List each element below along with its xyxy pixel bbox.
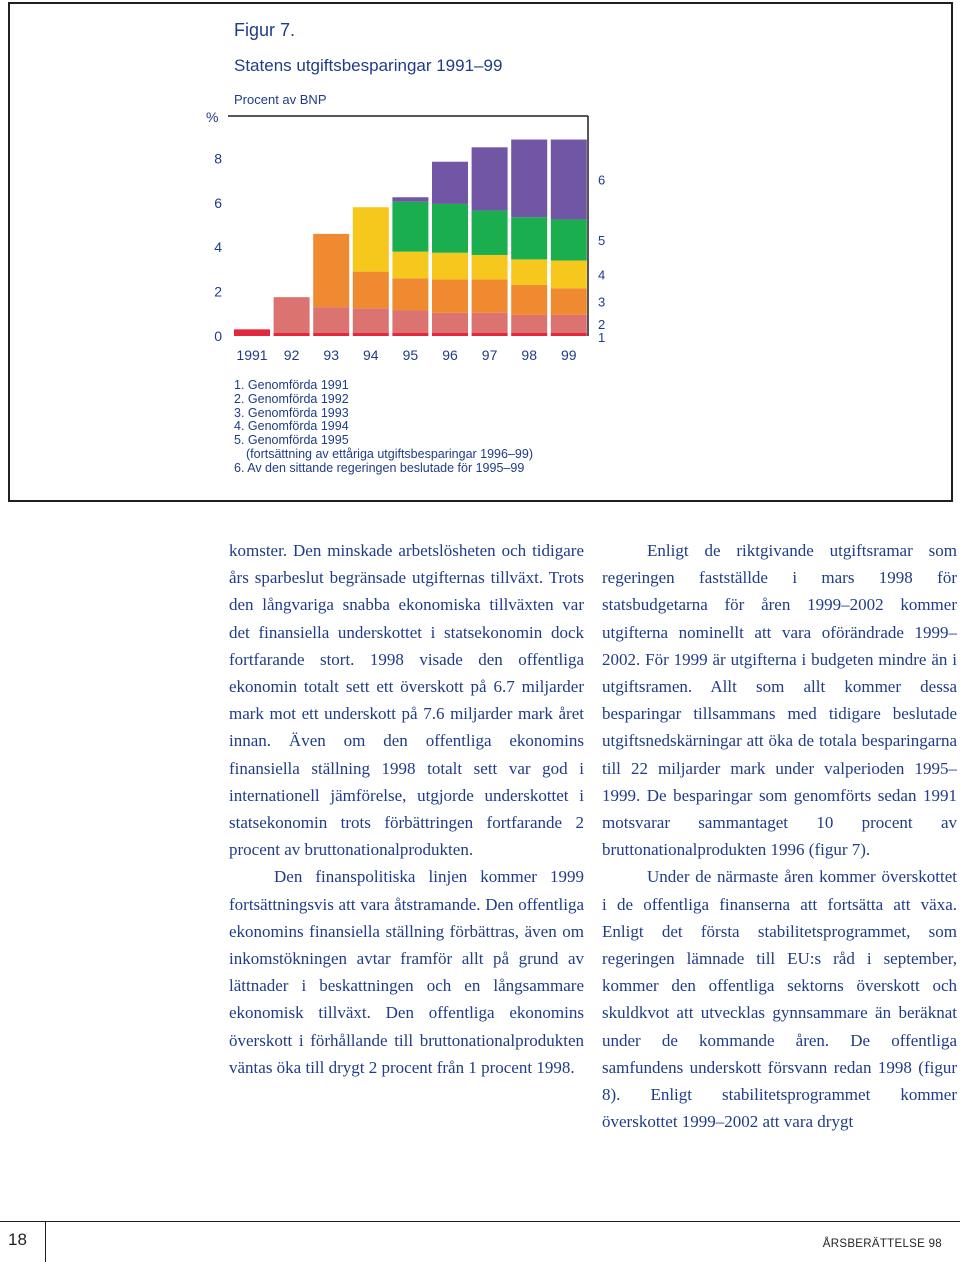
x-tick-label: 98 [521, 347, 537, 363]
figure-title: Statens utgiftsbesparingar 1991–99 [234, 56, 503, 75]
text-column-right [602, 537, 957, 1135]
bar-segment-2 [392, 310, 428, 332]
bar-segment-2 [551, 315, 587, 333]
y-axis-label: % [206, 109, 219, 125]
series-label: 1 [598, 329, 606, 345]
footer-divider [45, 1221, 46, 1262]
bar-segment-1 [511, 333, 547, 336]
paragraph: Under de närmaste åren kommer överskottet i de offentliga finanserna att fortsätta att växa. Enligt det första stabilitetsprogrammet, som regeringen lämnade till EU:s råd i september, kommer den offentliga sektorns överskott och skuldkvot att utvecklas gynnsammare än beräknat under de kommande åren. De offentliga samfundens underskott försvann redan 1998 (figur 8). Enligt stabilitetsprogrammet kommer överskottet 1999–2002 att vara drygt [602, 867, 957, 1132]
legend-item: 4. Genomförda 1994 [234, 419, 349, 434]
bar-segment-4 [511, 259, 547, 285]
y-ticks [214, 150, 222, 344]
paragraph: Enligt de riktgivande utgiftsramar som regeringen fastställde i mars 1998 för statsbudgetarna för åren 1999–2002 kommer utgifterna nominellt att vara oförändrade 1999–2002. För 1999 är utgifterna i budgeten mindre än i utgiftsramen. Allt som allt kommer dessa besparingar tillsammans med tidigare beslutade utgiftsnedskärningar att öka de totala besparingarna till 22 miljarder mark under valperioden 1995–1999. De besparingar som genomförts sedan 1991 motsvarar sammantaget 10 procent av bruttonationalprodukten 1996 (figur 7). [602, 541, 957, 860]
series-label: 5 [598, 232, 606, 248]
x-ticks [236, 347, 576, 363]
legend [234, 379, 533, 476]
legend-item: 6. Av den sittande regeringen beslutade för 1995–99 [234, 460, 525, 475]
legend-item: 5. Genomförda 1995 [234, 433, 349, 448]
x-tick-label: 96 [442, 347, 458, 363]
x-tick-label: 1991 [236, 347, 268, 363]
bar-segment-2 [353, 308, 389, 332]
bar-segment-5 [511, 217, 547, 259]
bar-segment-3 [511, 285, 547, 315]
bar-segment-3 [353, 272, 389, 309]
figure-label: Figur 7. [234, 20, 296, 40]
bar-segment-6 [432, 162, 468, 204]
bar-segment-4 [432, 253, 468, 280]
x-tick-label: 94 [363, 347, 379, 363]
x-tick-label: 99 [561, 347, 577, 363]
bar-segment-3 [432, 279, 468, 312]
paragraph: Den finanspolitiska linjen kommer 1999 fortsättningsvis att vara åtstramande. Den offentliga ekonomins finansiella ställning förbättras, även om inkomstökningen avtar framför allt på grund av lättnader i beskattningen och en långsammare ekonomisk tillväxt. Den offentliga ekonomins överskott i förhållande till bruttonationalprodukten väntas öka till drygt 2 procent från 1 procent 1998. [229, 867, 584, 1077]
series-label: 6 [598, 172, 606, 188]
figure-unit: Procent av BNP [234, 92, 327, 107]
series-labels [598, 172, 605, 344]
legend-item: 3. Genomförda 1993 [234, 405, 349, 420]
x-tick-label: 97 [481, 347, 498, 363]
bar-segment-3 [472, 279, 508, 312]
x-tick-label: 95 [402, 347, 419, 363]
y-tick-label: 0 [214, 328, 222, 344]
bar-segment-1 [234, 329, 270, 336]
bar-segment-4 [472, 255, 508, 279]
bar-segment-4 [392, 252, 428, 279]
bar-segment-2 [274, 297, 310, 333]
series-label: 3 [598, 294, 606, 310]
legend-item-note: (fortsättning av ettåriga utgiftsbesparingar 1996–99) [246, 446, 533, 461]
y-tick-label: 6 [214, 194, 222, 211]
bar-segment-6 [551, 140, 587, 220]
bar-segment-4 [353, 207, 389, 271]
page-number: 18 [8, 1230, 27, 1249]
bar-segment-2 [313, 307, 349, 333]
bar-segment-1 [313, 333, 349, 336]
bars [234, 140, 587, 336]
y-tick-label: 4 [214, 239, 222, 256]
bar-segment-3 [551, 288, 587, 315]
series-label: 2 [598, 316, 606, 332]
bar-segment-2 [472, 313, 508, 333]
bar-segment-2 [432, 313, 468, 333]
x-tick-label: 92 [283, 347, 300, 363]
y-tick-label: 8 [214, 150, 222, 167]
bar-segment-1 [353, 333, 389, 336]
legend-item: 2. Genomförda 1992 [234, 391, 349, 406]
bar-segment-1 [392, 333, 428, 336]
bar-segment-6 [472, 147, 508, 210]
bar-segment-5 [432, 204, 468, 253]
bar-segment-3 [392, 278, 428, 310]
paragraph: komster. Den minskade arbetslösheten och tidigare års sparbeslut begränsade utgifternas tillväxt. Trots den långvariga snabba ekonomiska tillväxten var det finansiella underskottet i statsekonomin dock fortfarande stort. 1998 visade den offentliga ekonomin totalt sett ett överskott på 6.7 miljarder mark mot ett underskott på 7.6 miljarder mark året innan. Även om den offentliga ekonomins finansiella ställning 1998 totalt sett var god i internationell jämförelse, utgjorde underskottet i statsekonomin trots förbättringen fortfarande 2 procent av bruttonationalprodukten. [229, 541, 584, 860]
series-label: 4 [598, 267, 606, 283]
bar-segment-5 [551, 219, 587, 260]
bar-segment-1 [432, 333, 468, 336]
figure-frame [8, 2, 953, 502]
footer-rule [0, 1221, 960, 1222]
bar-segment-6 [511, 140, 547, 218]
bar-segment-1 [551, 333, 587, 336]
x-tick-label: 93 [323, 347, 339, 363]
bar-segment-2 [511, 315, 547, 333]
publication-title: ÅRSBERÄTTELSE 98 [822, 1238, 942, 1250]
legend-item: 1. Genomförda 1991 [234, 378, 349, 392]
text-column-left [229, 537, 584, 1081]
bar-segment-1 [274, 333, 310, 336]
bar-segment-5 [392, 202, 428, 252]
bar-segment-3 [313, 234, 349, 307]
y-tick-label: 2 [214, 283, 222, 300]
bar-segment-5 [472, 211, 508, 255]
bar-segment-1 [472, 333, 508, 336]
bar-segment-6 [392, 197, 428, 201]
bar-segment-4 [551, 261, 587, 289]
